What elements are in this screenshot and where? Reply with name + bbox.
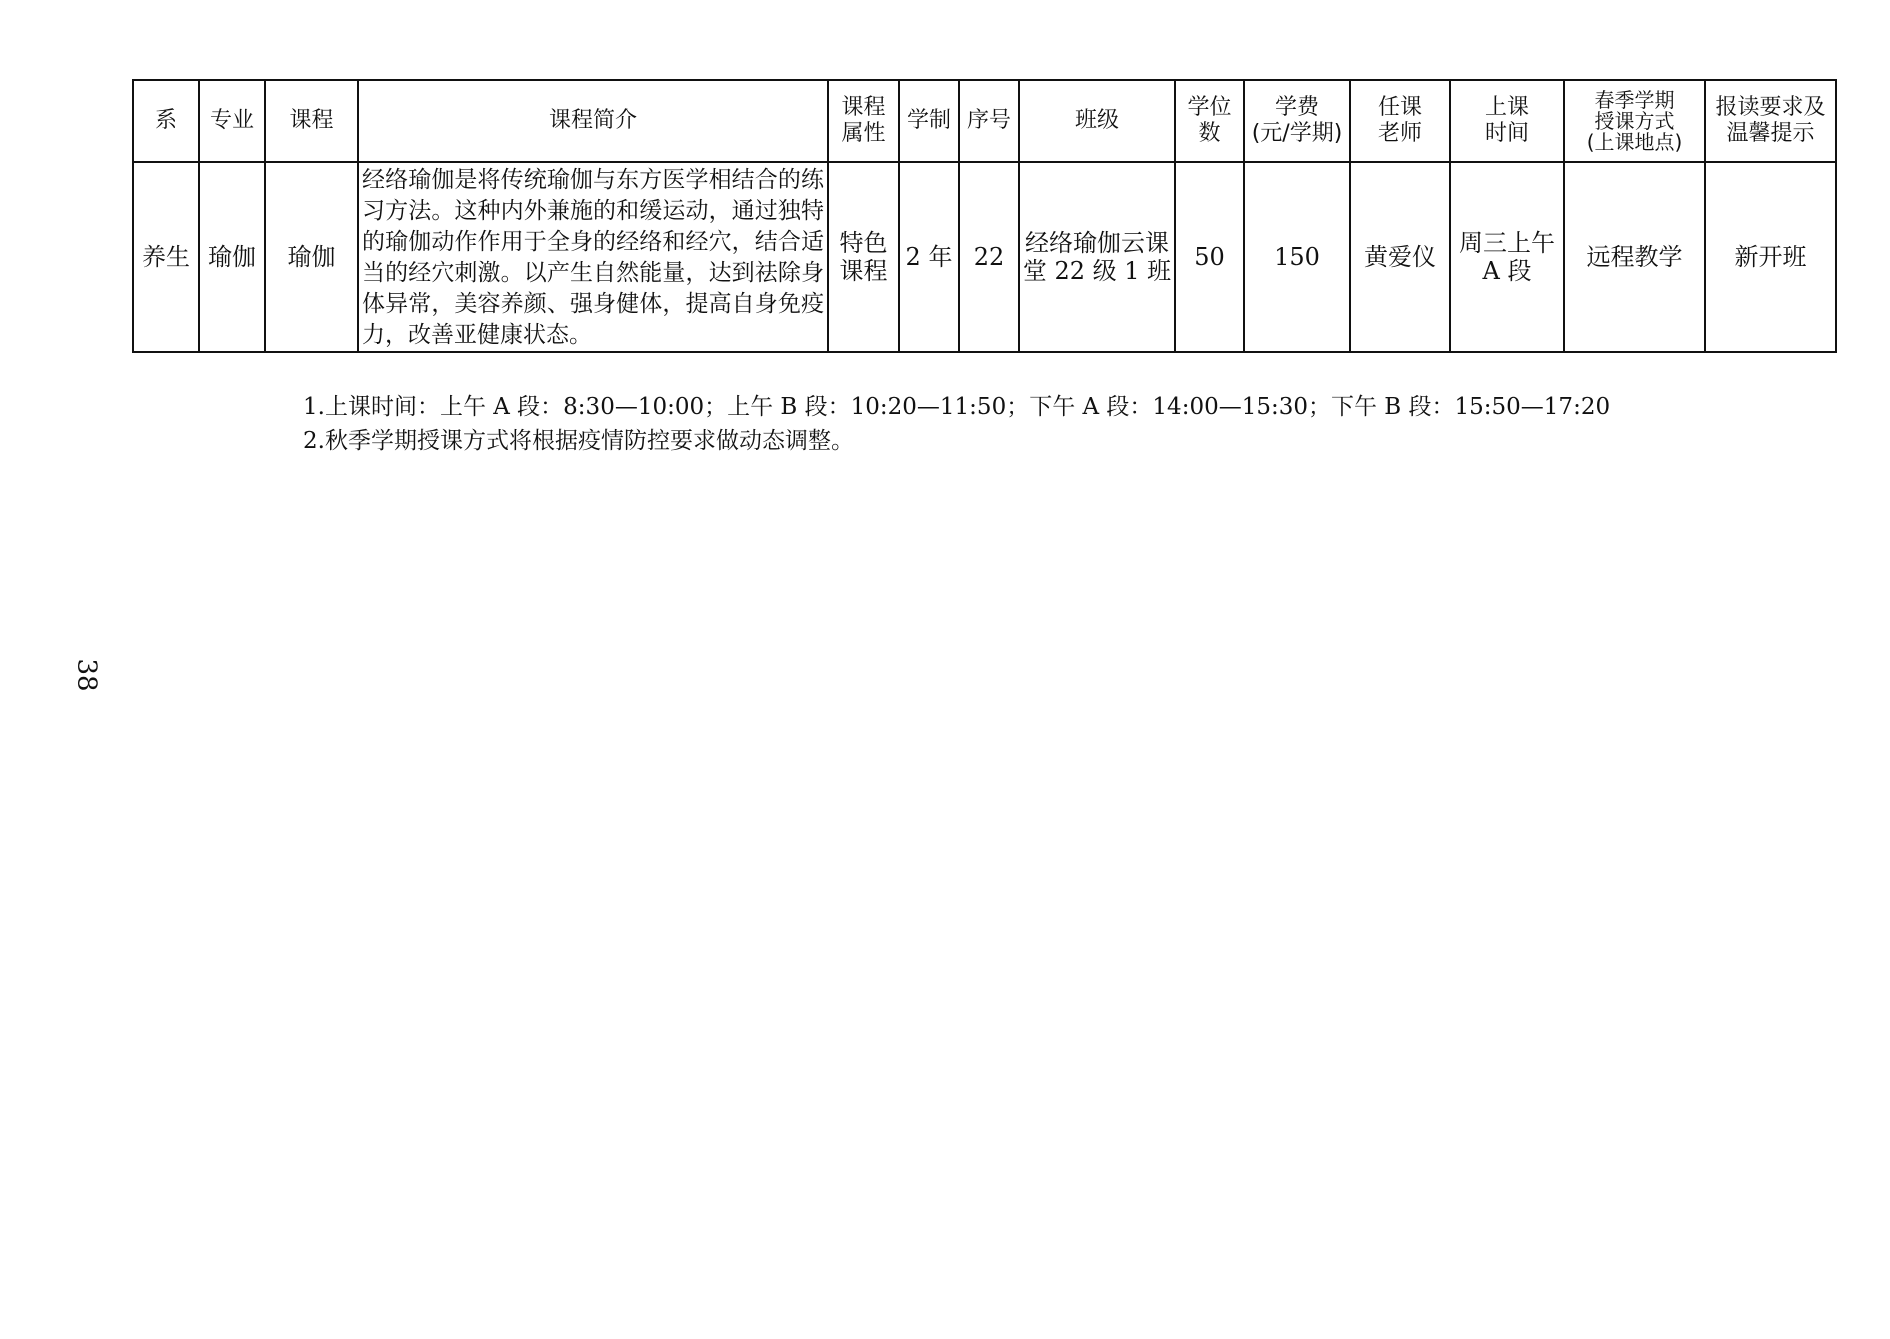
- header-course: 课程: [265, 80, 358, 162]
- cell-tips: 新开班: [1705, 162, 1836, 352]
- header-intro: 课程简介: [358, 80, 828, 162]
- header-tips: 报读要求及 温馨提示: [1705, 80, 1836, 162]
- cell-course: 瑜伽: [265, 162, 358, 352]
- header-attribute: 课程 属性: [828, 80, 899, 162]
- cell-major: 瑜伽: [199, 162, 265, 352]
- header-class: 班级: [1019, 80, 1175, 162]
- cell-intro: 经络瑜伽是将传统瑜伽与东方医学相结合的练习方法。这种内外兼施的和缓运动，通过独特的瑜伽动作作用于全身的经络和经穴，结合适当的经穴刺激。以产生自然能量，达到祛除身体异常，美容养颜、强身健体，提高自身免疫力，改善亚健康状态。: [358, 162, 828, 352]
- header-time: 上课 时间: [1450, 80, 1564, 162]
- cell-teacher: 黄爱仪: [1350, 162, 1450, 352]
- cell-attribute: 特色 课程: [828, 162, 899, 352]
- header-fee: 学费 (元/学期): [1244, 80, 1350, 162]
- cell-fee: 150: [1244, 162, 1350, 352]
- header-duration: 学制: [899, 80, 959, 162]
- cell-duration: 2 年: [899, 162, 959, 352]
- header-seats: 学位 数: [1175, 80, 1244, 162]
- header-department: 系: [133, 80, 199, 162]
- note-schedule: 1.上课时间：上午 A 段：8:30—10:00；上午 B 段：10:20—11:50；下午 A 段：14:00—15:30；下午 B 段：15:50—17:20: [303, 394, 1611, 420]
- cell-seq: 22: [959, 162, 1019, 352]
- header-teacher: 任课 老师: [1350, 80, 1450, 162]
- cell-time: 周三上午 A 段: [1450, 162, 1564, 352]
- course-table: [132, 79, 1837, 353]
- cell-department: 养生: [133, 162, 199, 352]
- page-number: 38: [71, 658, 102, 692]
- header-row: [133, 80, 1836, 162]
- header-mode: 春季学期 授课方式 (上课地点): [1564, 80, 1705, 162]
- cell-class: 经络瑜伽云课 堂 22 级 1 班: [1019, 162, 1175, 352]
- table-row: [133, 162, 1836, 352]
- note-autumn-mode: 2.秋季学期授课方式将根据疫情防控要求做动态调整。: [303, 428, 854, 454]
- header-seq: 序号: [959, 80, 1019, 162]
- header-major: 专业: [199, 80, 265, 162]
- notes: [303, 390, 1610, 458]
- cell-seats: 50: [1175, 162, 1244, 352]
- cell-mode: 远程教学: [1564, 162, 1705, 352]
